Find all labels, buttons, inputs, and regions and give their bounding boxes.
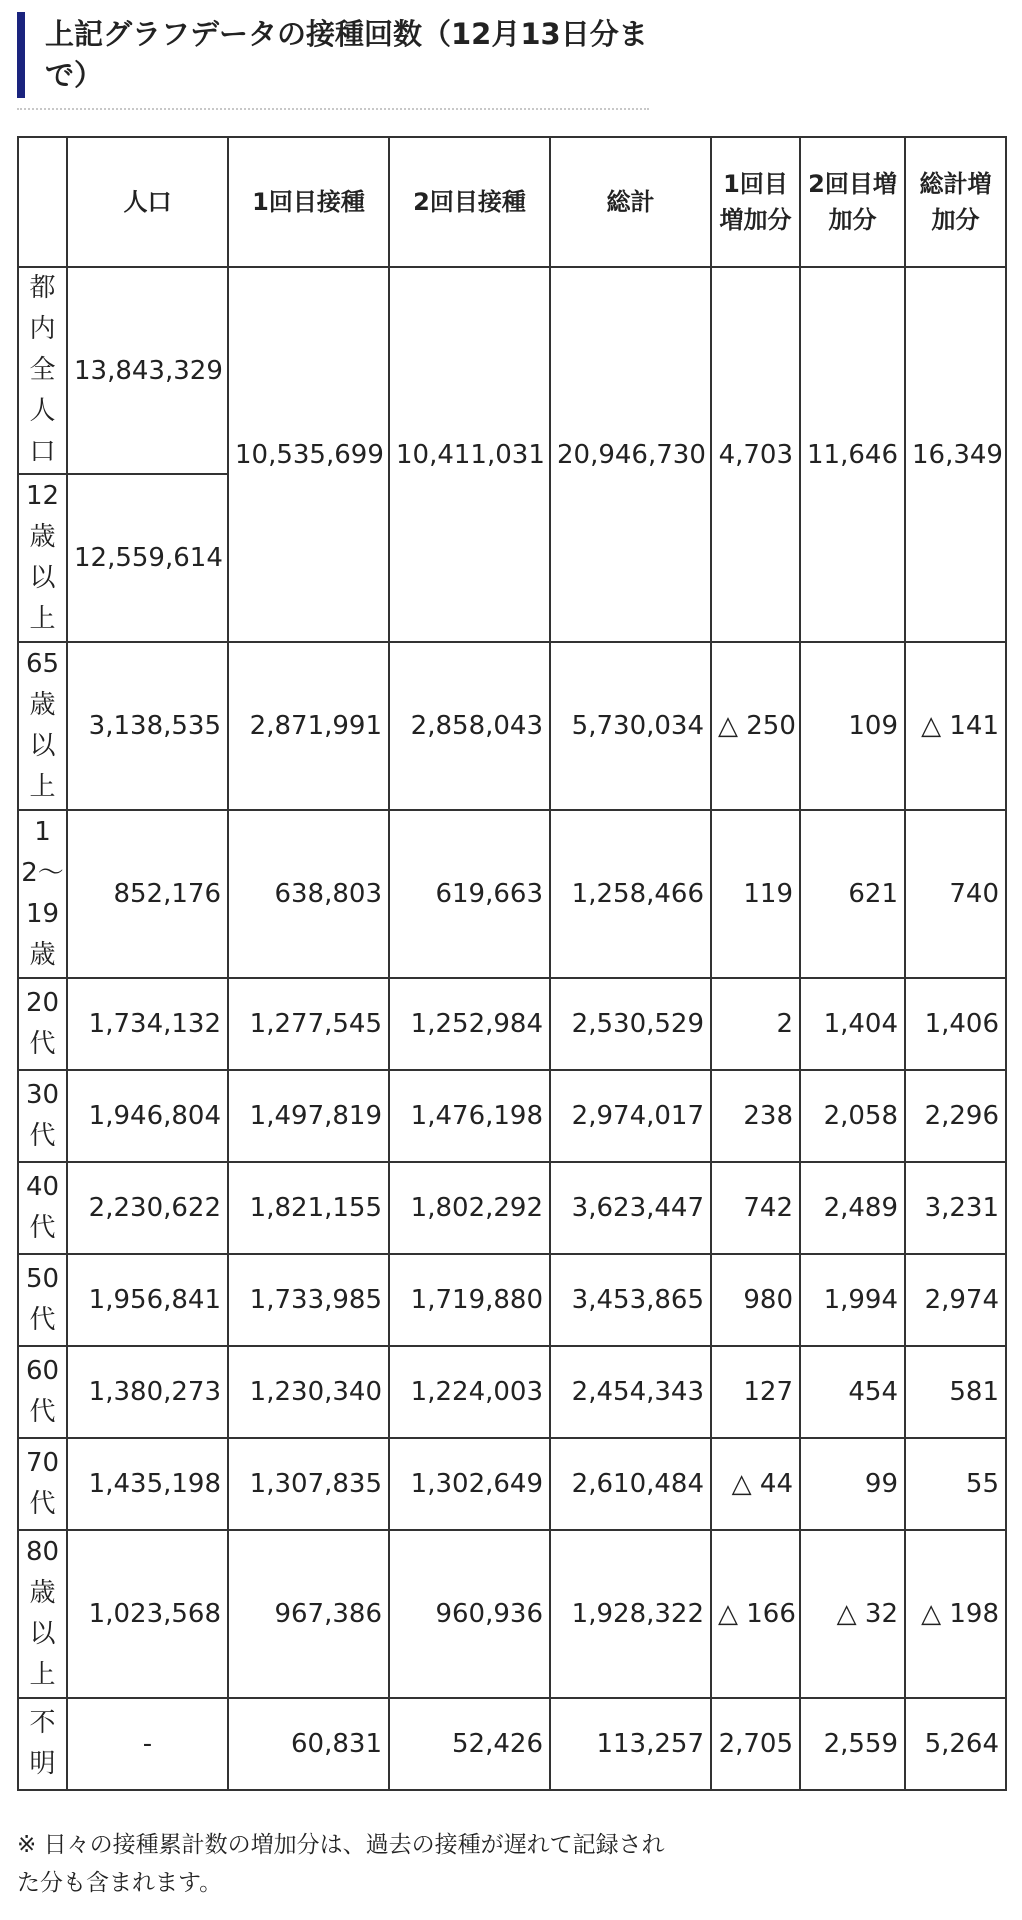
second-dose-cell: 960,936 — [389, 1530, 550, 1698]
population-cell: 3,138,535 — [67, 642, 228, 810]
total-increase-cell: 581 — [905, 1346, 1006, 1438]
total-cell: 2,974,017 — [550, 1070, 711, 1162]
second-dose-cell: 1,302,649 — [389, 1438, 550, 1530]
first-dose-cell: 10,535,699 — [228, 267, 389, 642]
first-dose-cell: 1,497,819 — [228, 1070, 389, 1162]
header-second-increase: 2回目増加分 — [800, 137, 905, 267]
row-label: 12〜19歳 — [18, 810, 67, 978]
header-first-dose: 1回目接種 — [228, 137, 389, 267]
table-row — [18, 1530, 1006, 1698]
row-label: 65歳以上 — [18, 642, 67, 810]
first-dose-cell: 2,871,991 — [228, 642, 389, 810]
header-total-increase: 総計増加分 — [905, 137, 1006, 267]
row-label: 60代 — [18, 1346, 67, 1438]
second-dose-cell: 1,802,292 — [389, 1162, 550, 1254]
total-cell: 2,530,529 — [550, 978, 711, 1070]
first-dose-cell: 1,277,545 — [228, 978, 389, 1070]
row-label: 30代 — [18, 1070, 67, 1162]
header-first-increase: 1回目増加分 — [711, 137, 800, 267]
second-increase-cell: 2,559 — [800, 1698, 905, 1790]
table-row — [18, 1162, 1006, 1254]
second-increase-cell: 2,058 — [800, 1070, 905, 1162]
first-increase-cell: 742 — [711, 1162, 800, 1254]
first-increase-cell: △ 44 — [711, 1438, 800, 1530]
row-label: 12歳以上 — [18, 474, 67, 642]
first-dose-cell: 638,803 — [228, 810, 389, 978]
population-cell: 13,843,329 — [67, 267, 228, 474]
table-row — [18, 1070, 1006, 1162]
second-increase-cell: 99 — [800, 1438, 905, 1530]
total-increase-cell: 2,296 — [905, 1070, 1006, 1162]
second-dose-cell: 1,719,880 — [389, 1254, 550, 1346]
first-dose-cell: 1,821,155 — [228, 1162, 389, 1254]
header-blank — [18, 137, 67, 267]
table-row — [18, 642, 1006, 810]
total-increase-cell: 5,264 — [905, 1698, 1006, 1790]
second-increase-cell: 1,994 — [800, 1254, 905, 1346]
population-cell: 1,023,568 — [67, 1530, 228, 1698]
total-cell: 20,946,730 — [550, 267, 711, 642]
second-dose-cell: 619,663 — [389, 810, 550, 978]
header-total: 総計 — [550, 137, 711, 267]
second-increase-cell: 1,404 — [800, 978, 905, 1070]
first-dose-cell: 967,386 — [228, 1530, 389, 1698]
total-cell: 1,258,466 — [550, 810, 711, 978]
row-label: 80歳以上 — [18, 1530, 67, 1698]
population-cell: 852,176 — [67, 810, 228, 978]
table-row — [18, 978, 1006, 1070]
population-cell: 2,230,622 — [67, 1162, 228, 1254]
first-increase-cell: 2,705 — [711, 1698, 800, 1790]
first-increase-cell: 238 — [711, 1070, 800, 1162]
header-population: 人口 — [67, 137, 228, 267]
second-dose-cell: 10,411,031 — [389, 267, 550, 642]
row-label: 40代 — [18, 1162, 67, 1254]
row-label: 不明 — [18, 1698, 67, 1790]
first-dose-cell: 1,230,340 — [228, 1346, 389, 1438]
total-cell: 1,928,322 — [550, 1530, 711, 1698]
section-heading: 上記グラフデータの接種回数（12月13日分まで） — [17, 12, 649, 98]
first-increase-cell: 119 — [711, 810, 800, 978]
table-row — [18, 810, 1006, 978]
first-increase-cell: 980 — [711, 1254, 800, 1346]
total-cell: 2,454,343 — [550, 1346, 711, 1438]
total-cell: 113,257 — [550, 1698, 711, 1790]
row-label: 70代 — [18, 1438, 67, 1530]
section-heading-block — [17, 12, 649, 110]
row-label: 50代 — [18, 1254, 67, 1346]
population-cell: 1,956,841 — [67, 1254, 228, 1346]
second-increase-cell: 11,646 — [800, 267, 905, 642]
total-increase-cell: 3,231 — [905, 1162, 1006, 1254]
population-cell: 1,946,804 — [67, 1070, 228, 1162]
second-dose-cell: 1,224,003 — [389, 1346, 550, 1438]
second-increase-cell: 2,489 — [800, 1162, 905, 1254]
total-cell: 2,610,484 — [550, 1438, 711, 1530]
footnote: ※ 日々の接種累計数の増加分は、過去の接種が遅れて記録された分も含まれます。 — [17, 1832, 665, 1896]
row-label: 20代 — [18, 978, 67, 1070]
header-second-dose: 2回目接種 — [389, 137, 550, 267]
total-increase-cell: 1,406 — [905, 978, 1006, 1070]
row-label: 都内全人口 — [18, 267, 67, 474]
total-increase-cell: △ 141 — [905, 642, 1006, 810]
population-cell: 1,380,273 — [67, 1346, 228, 1438]
first-increase-cell: △ 166 — [711, 1530, 800, 1698]
total-increase-cell: 55 — [905, 1438, 1006, 1530]
first-increase-cell: 4,703 — [711, 267, 800, 642]
first-increase-cell: 2 — [711, 978, 800, 1070]
table-header-row — [18, 137, 1006, 267]
table-row — [18, 1254, 1006, 1346]
table-row — [18, 1346, 1006, 1438]
table-row — [18, 1438, 1006, 1530]
population-cell: 1,734,132 — [67, 978, 228, 1070]
second-increase-cell: 109 — [800, 642, 905, 810]
total-cell: 3,453,865 — [550, 1254, 711, 1346]
table-row-all-population — [18, 267, 1006, 474]
first-dose-cell: 1,733,985 — [228, 1254, 389, 1346]
second-dose-cell: 1,252,984 — [389, 978, 550, 1070]
first-dose-cell: 1,307,835 — [228, 1438, 389, 1530]
total-increase-cell: 740 — [905, 810, 1006, 978]
heading-divider — [17, 108, 649, 110]
second-dose-cell: 1,476,198 — [389, 1070, 550, 1162]
second-increase-cell: 621 — [800, 810, 905, 978]
vaccination-count-table — [17, 136, 1007, 1791]
second-increase-cell: 454 — [800, 1346, 905, 1438]
population-cell: - — [67, 1698, 228, 1790]
total-cell: 5,730,034 — [550, 642, 711, 810]
total-cell: 3,623,447 — [550, 1162, 711, 1254]
first-increase-cell: 127 — [711, 1346, 800, 1438]
table-row — [18, 1698, 1006, 1790]
second-dose-cell: 52,426 — [389, 1698, 550, 1790]
second-increase-cell: △ 32 — [800, 1530, 905, 1698]
second-dose-cell: 2,858,043 — [389, 642, 550, 810]
total-increase-cell: △ 198 — [905, 1530, 1006, 1698]
first-dose-cell: 60,831 — [228, 1698, 389, 1790]
population-cell: 1,435,198 — [67, 1438, 228, 1530]
first-increase-cell: △ 250 — [711, 642, 800, 810]
population-cell: 12,559,614 — [67, 474, 228, 642]
total-increase-cell: 2,974 — [905, 1254, 1006, 1346]
total-increase-cell: 16,349 — [905, 267, 1006, 642]
